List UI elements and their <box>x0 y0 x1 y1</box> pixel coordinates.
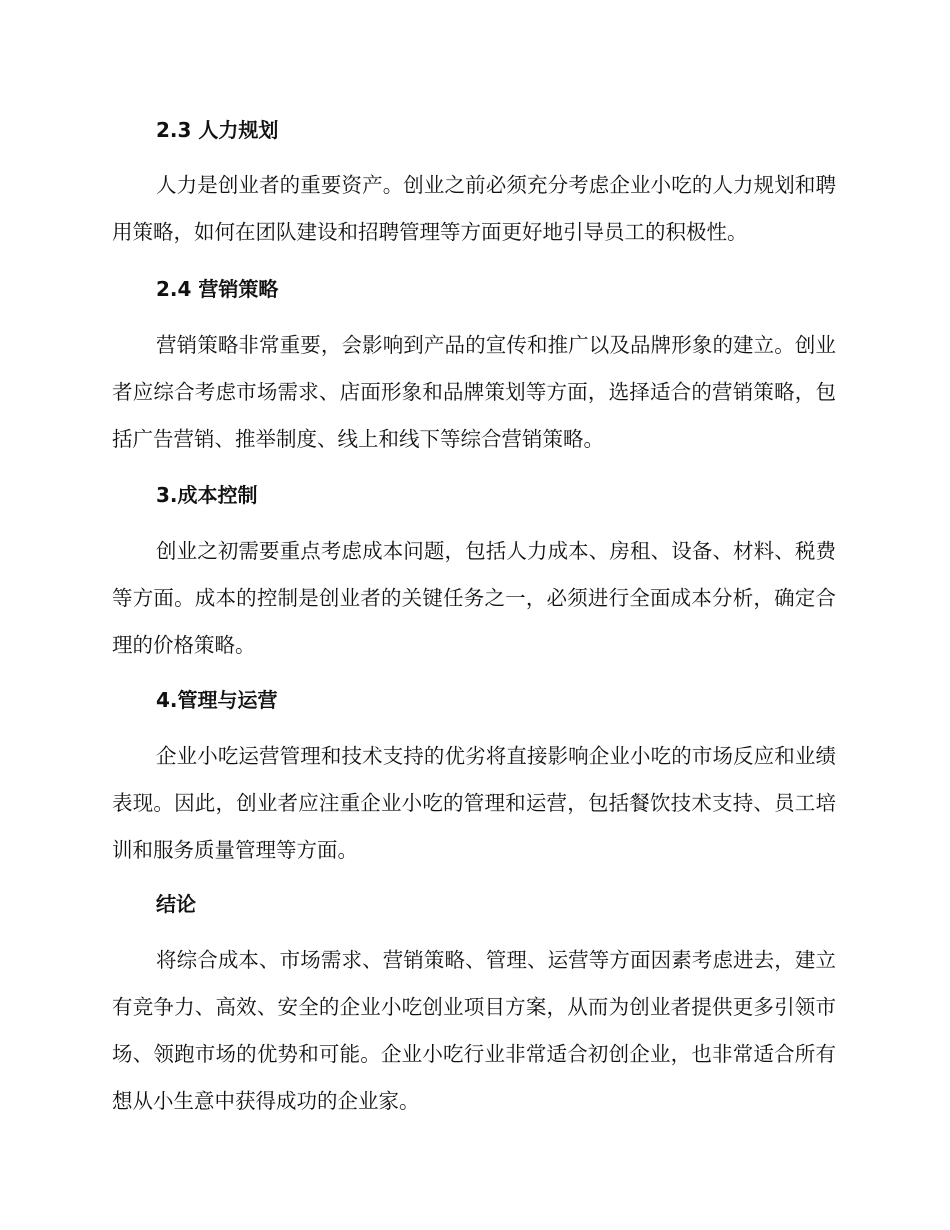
section-heading-4: 4.管理与运营 <box>156 688 278 712</box>
section-paragraph-2-3: 人力是创业者的重要资产。创业之前必须充分考虑企业小吃的人力规划和聘用策略，如何在团队建设和招聘管理等方面更好地引导员工的积极性。 <box>112 173 836 244</box>
section-heading-conclusion: 结论 <box>156 892 196 916</box>
section-paragraph-3: 创业之初需要重点考虑成本问题，包括人力成本、房租、设备、材料、税费等方面。成本的控制是创业者的关键任务之一，必须进行全面成本分析，确定合理的价格策略。 <box>112 539 836 657</box>
section-heading-2-3: 2.3 人力规划 <box>156 118 279 142</box>
section-heading-2-4: 2.4 营销策略 <box>156 277 279 301</box>
section-paragraph-4: 企业小吃运营管理和技术支持的优劣将直接影响企业小吃的市场反应和业绩表现。因此，创业者应注重企业小吃的管理和运营，包括餐饮技术支持、员工培训和服务质量管理等方面。 <box>112 744 836 862</box>
section-paragraph-conclusion: 将综合成本、市场需求、营销策略、管理、运营等方面因素考虑进去，建立有竞争力、高效、安全的企业小吃创业项目方案，从而为创业者提供更多引领市场、领跑市场的优势和可能。企业小吃行业非常适合初创企业，也非常适合所有想从小生意中获得成功的企业家。 <box>112 948 836 1113</box>
section-heading-3: 3.成本控制 <box>156 483 258 507</box>
section-paragraph-2-4: 营销策略非常重要，会影响到产品的宣传和推广以及品牌形象的建立。创业者应综合考虑市场需求、店面形象和品牌策划等方面，选择适合的营销策略，包括广告营销、推举制度、线上和线下等综合营销策略。 <box>112 333 836 451</box>
